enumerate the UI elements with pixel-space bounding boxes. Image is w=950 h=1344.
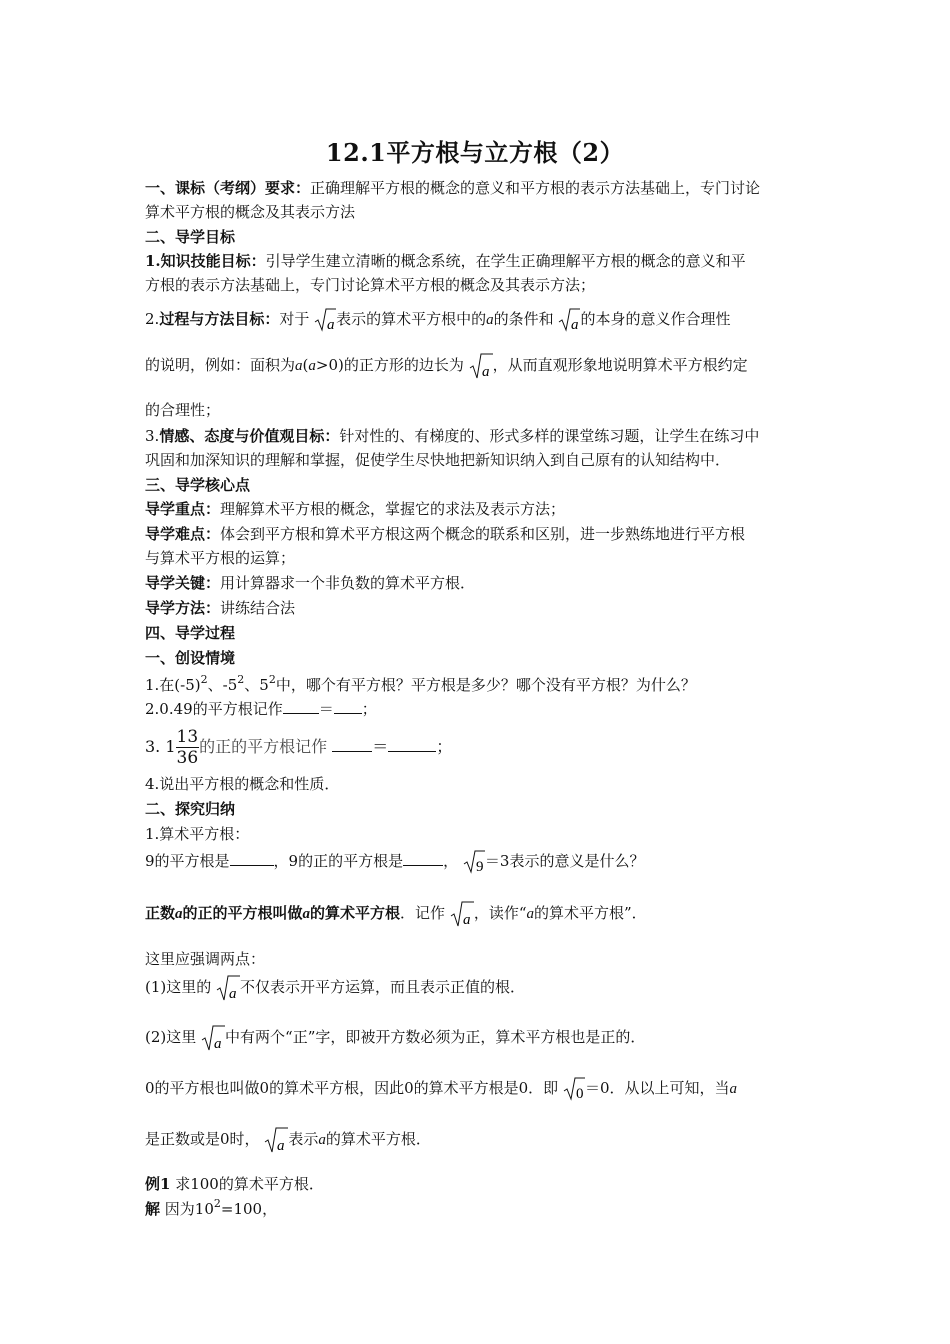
solution-label: 解 [145, 1200, 161, 1218]
exponent: 2 [213, 1197, 221, 1210]
solution-text-a: 因为10 [164, 1200, 214, 1218]
goal-3-text: 针对性的、有梯度的、形式多样的课堂练习题，让学生在练习中 [339, 427, 760, 445]
q2-text-c: ； [361, 700, 377, 718]
difficulty-line [145, 522, 745, 546]
solution-text-b: =100， [220, 1200, 278, 1218]
goal-2-text-f: >0)的正方形的边长为 [315, 356, 464, 374]
q1-text-a: 1.在(-5) [145, 676, 201, 694]
requirements-text: 正确理解平方根的概念的意义和平方根的表示方法基础上，专门讨论 [310, 179, 761, 197]
def-bold-3: 的算术平方根 [310, 904, 401, 922]
solution-line [145, 1197, 277, 1221]
explore-heading: 二、探究归纳 [145, 800, 236, 818]
exponent: 2 [268, 673, 276, 686]
goal-2-text-c: 的条件和 [493, 310, 554, 328]
zero-text-e: 的算术平方根． [325, 1130, 431, 1148]
sqrt-radicand: 0 [575, 1086, 584, 1102]
def-bold-1: 正数 [145, 904, 176, 922]
var-a: a [526, 906, 535, 922]
answer-blank[interactable] [230, 849, 274, 866]
exponent: 2 [237, 673, 245, 686]
answer-blank[interactable] [403, 849, 443, 866]
q2-text-a: 2.0.49的平方根记作 [145, 700, 283, 718]
var-a: a [318, 1132, 326, 1148]
goals-heading: 二、导学目标 [145, 228, 236, 246]
method-heading: 导学方法： [145, 599, 221, 617]
goal-3-line-2 [145, 448, 730, 472]
q3-text-a: 3. 1 [145, 737, 176, 756]
difficulty-text-2: 与算术平方根的运算； [145, 549, 296, 567]
goal-1-line-2 [145, 273, 595, 297]
goal-2-line-2 [145, 348, 748, 382]
sqrt-zero-symbol [563, 1076, 585, 1102]
goal-3-text-2: 巩固和加深知识的理解和掌握，促使学生尽快地把新知识纳入到自己原有的认知结构中． [145, 451, 731, 469]
key-text: 用计算器求一个非负数的算术平方根． [220, 574, 476, 592]
zero-text-a: 0的平方根也叫做0的算术平方根，因此0的算术平方根是0．即 [145, 1079, 559, 1097]
goal-2-number: 2. [145, 310, 160, 328]
example-label: 例1 [145, 1175, 171, 1193]
fraction-denominator: 36 [176, 748, 199, 768]
q3-equals: ＝ [372, 737, 389, 756]
sqrt-a-symbol [216, 973, 240, 1003]
exponent: 2 [200, 673, 208, 686]
q1-text-c: 、5 [244, 676, 269, 694]
answer-blank[interactable] [283, 697, 319, 714]
requirements-line [145, 176, 760, 200]
key-point-text: 理解算术平方根的概念，掌握它的求法及表示方法； [220, 500, 566, 518]
q1-text-b: 、-5 [207, 676, 238, 694]
goal-2-text-b: 表示的算术平方根中的 [336, 310, 487, 328]
sqrt-a-symbol [558, 307, 580, 333]
svg-text:a: a [571, 317, 579, 333]
difficulty-line-2 [145, 546, 295, 570]
def-text-b: ，读作“ [473, 904, 527, 922]
fraction-numerator: 13 [176, 727, 199, 747]
example-1 [145, 1172, 324, 1196]
goal-2-line [145, 302, 730, 336]
var-a: a [175, 906, 183, 922]
svg-text:a: a [214, 1036, 222, 1052]
q3-text-d: ； [436, 737, 453, 756]
var-a: a [729, 1081, 738, 1097]
zero-text-c: 是正数或是0时， [145, 1130, 260, 1148]
key-heading: 导学关键： [145, 574, 221, 592]
em2-text-a: (2)这里 [145, 1028, 197, 1046]
def-text-a: ．记作 [400, 904, 446, 922]
example-text: 求100的算术平方根． [175, 1175, 324, 1193]
zero-line-2 [145, 1122, 431, 1156]
em2-text-b: 中有两个“正”字，即被开方数必须为正，算术平方根也是正的． [225, 1028, 646, 1046]
requirements-heading: 一、课标（考纲）要求： [145, 179, 311, 197]
def-text-c: 的算术平方根”． [534, 904, 647, 922]
answer-blank[interactable] [334, 697, 362, 714]
q1-text-d: 中，哪个有平方根？平方根是多少？哪个没有平方根？为什么？ [275, 676, 696, 694]
var-a: a [486, 312, 494, 328]
q3-text-b: 的正的平方根记作 [199, 737, 328, 756]
question-3 [145, 724, 452, 770]
t2-equals: ＝3 [484, 852, 510, 870]
method-line [145, 596, 295, 620]
question-1 [145, 673, 696, 697]
goal-2-heading: 过程与方法目标： [159, 310, 280, 328]
goal-2-text-a: 对于 [279, 310, 310, 328]
sqrt-var: a [327, 317, 335, 333]
emphasis-1 [145, 970, 525, 1004]
emphasis-heading: 这里应强调两点： [145, 950, 266, 968]
answer-blank[interactable] [332, 735, 372, 752]
goal-2-text-h: 的合理性； [145, 401, 221, 419]
sqrt-a-symbol [314, 307, 336, 333]
difficulty-heading: 导学难点： [145, 525, 221, 543]
sqrt-a-symbol [469, 351, 493, 381]
goal-1-text: 引导学生建立清晰的概念系统，在学生正确理解平方根的概念的意义和平 [265, 252, 746, 270]
sqrt-a-symbol [264, 1125, 288, 1155]
paren-open: ( [302, 356, 309, 374]
key-point-heading: 导学重点： [145, 500, 221, 518]
zero-line [145, 1071, 737, 1105]
goal-2-text-g: ，从而直观形象地说明算术平方根约定 [492, 356, 748, 374]
sqrt-a-symbol [450, 899, 474, 929]
key-point-line [145, 497, 565, 521]
emphasis-2 [145, 1020, 645, 1054]
method-text: 讲练结合法 [220, 599, 296, 617]
q2-equals: ＝ [318, 700, 334, 718]
goal-3-line [145, 424, 759, 448]
zero-equals: ＝0 [584, 1079, 610, 1097]
question-4: 4.说出平方根的概念和性质． [145, 775, 340, 793]
t2-text-d: 表示的意义是什么？ [509, 852, 645, 870]
goal-1-text-2: 方根的表示方法基础上，专门讨论算术平方根的概念及其表示方法； [145, 276, 596, 294]
t2-text-c: ， [443, 852, 459, 870]
key-line [145, 571, 475, 595]
goal-2-text-d: 的本身的意义作合理性 [580, 310, 731, 328]
definition-line [145, 896, 647, 930]
difficulty-text: 体会到平方根和算术平方根这两个概念的联系和区别，进一步熟练地进行平方根 [220, 525, 746, 543]
core-points-heading: 三、导学核心点 [145, 476, 251, 494]
goal-3-heading: 情感、态度与价值观目标： [159, 427, 340, 445]
zero-text-b: ．从以上可知，当 [609, 1079, 730, 1097]
goal-2-text-e: 的说明，例如：面积为 [145, 356, 296, 374]
zero-text-d: 表示 [288, 1130, 319, 1148]
t2-text-b: ，9的正的平方根是 [273, 852, 404, 870]
svg-text:a: a [229, 986, 237, 1002]
svg-text:a: a [462, 912, 471, 928]
var-a: a [302, 906, 311, 922]
question-2 [145, 697, 377, 721]
def-bold-2: 的正的平方根叫做 [182, 904, 303, 922]
requirements-text-2: 算术平方根的概念及其表示方法 [145, 203, 356, 221]
nine-question [145, 846, 644, 876]
goal-3-number: 3. [145, 427, 160, 445]
em1-text-a: (1)这里的 [145, 978, 212, 996]
svg-text:a: a [277, 1138, 285, 1154]
svg-text:a: a [481, 364, 490, 380]
var-a: a [308, 358, 316, 374]
answer-blank[interactable] [388, 735, 436, 752]
mixed-fraction [176, 727, 200, 768]
process-heading: 四、导学过程 [145, 624, 236, 642]
goal-1-heading: 1.知识技能目标： [145, 252, 266, 270]
sqrt-nine-symbol [463, 849, 485, 875]
requirements-line-2 [145, 200, 355, 224]
t2-text-a: 9的平方根是 [145, 852, 230, 870]
scenario-heading: 一、创设情境 [145, 649, 236, 667]
em1-text-b: 不仅表示开平方运算，而且表示正值的根． [240, 978, 526, 996]
goal-2-line-3 [145, 398, 220, 422]
goal-1-line [145, 249, 746, 273]
page-title: 12.1平方根与立方根（2） [325, 138, 625, 167]
sqrt-radicand: 9 [475, 859, 484, 875]
arithmetic-root-label: 1.算术平方根： [145, 825, 250, 843]
sqrt-a-symbol [201, 1023, 225, 1053]
var-a: a [295, 358, 303, 374]
